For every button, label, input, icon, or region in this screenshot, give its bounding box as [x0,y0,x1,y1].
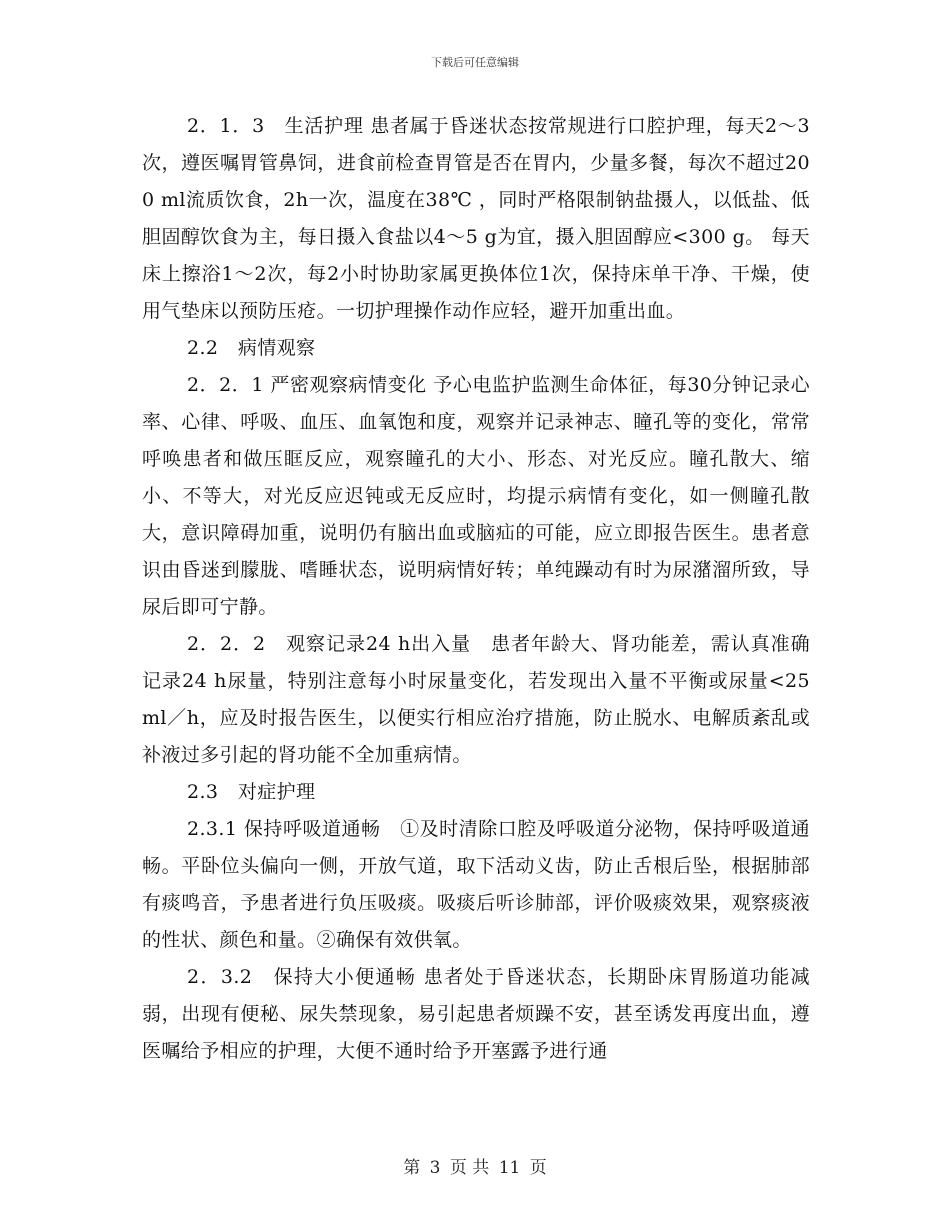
footer-suffix: 页 [529,1158,547,1178]
page-footer [0,1153,950,1178]
footer-middle: 页 共 [449,1158,490,1178]
paragraph-2-2-1-close-observation: 2．2．1 严密观察病情变化 予心电监护监测生命体征，每30分钟记录心率、心律、呼吸、血压、血氧饱和度，观察并记录神志、瞳孔等的变化，常常呼唤患者和做压眶反应，观察瞳孔的大小、形态、对光反应。瞳孔散大、缩小、不等大，对光反应迟钝或无反应时，均提示病情有变化，如一侧瞳孔散大，意识障碍加重，说明仍有脑出血或脑疝的可能，应立即报告医生。患者意识由昏迷到朦胧、嗜睡状态，说明病情好转；单纯躁动有时为尿潴溜所致，导尿后即可宁静。 [142,374,810,618]
total-pages-number: 11 [498,1158,521,1178]
page-header: 下载后可任意编辑 [431,56,519,69]
heading-2-2-condition-observation: 2.2 病情观察 [187,337,316,359]
paragraph-2-1-3-daily-care: 2．1．3 生活护理 患者属于昏迷状态按常规进行口腔护理，每天2～3次，遵医嘱胃管鼻饲，进食前检查胃管是否在胃内，少量多餐，每次不超过200 ml流质饮食，2h一次，温度在38℃ ，同时严格限制钠盐摄人，以低盐、低胆固醇饮食为主，每日摄入食盐以4～5 g为宜，摄入胆固醇应<300 g。 每天床上擦浴1～2次，每2小时协助家属更换体位1次，保持床单干净、干燥，使用气垫床以预防压疮。一切护理操作动作应轻，避开加重出血。 [142,115,810,322]
paragraph-2-2-2-intake-output: 2．2．2 观察记录24 h出入量 患者年龄大、肾功能差，需认真准确记录24 h尿量，特别注意每小时尿量变化，若发现出入量不平衡或尿量<25 ml／h，应及时报告医生，以便实行相应治疗措施，防止脱水、电解质紊乱或补液过多引起的肾功能不全加重病情。 [142,633,810,766]
current-page-number: 3 [429,1158,441,1178]
paragraph-2-3-1-airway: 2.3.1 保持呼吸道通畅 ①及时清除口腔及呼吸道分泌物，保持呼吸道通畅。平卧位头偏向一侧，开放气道，取下活动义齿，防止舌根后坠，根据肺部有痰鸣音，予患者进行负压吸痰。吸痰后听诊肺部，评价吸痰效果，观察痰液的性状、颜色和量。②确保有效供氧。 [142,818,810,951]
footer-prefix: 第 [403,1158,421,1178]
document-body [142,108,810,1070]
heading-2-3-symptomatic-care: 2.3 对症护理 [187,781,316,803]
paragraph-2-3-2-bowel-bladder: 2．3.2 保持大小便通畅 患者处于昏迷状态，长期卧床胃肠道功能减弱，出现有便秘、尿失禁现象，易引起患者烦躁不安，甚至诱发再度出血，遵医嘱给予相应的护理，大便不通时给予开塞露予进行通 [142,966,810,1062]
